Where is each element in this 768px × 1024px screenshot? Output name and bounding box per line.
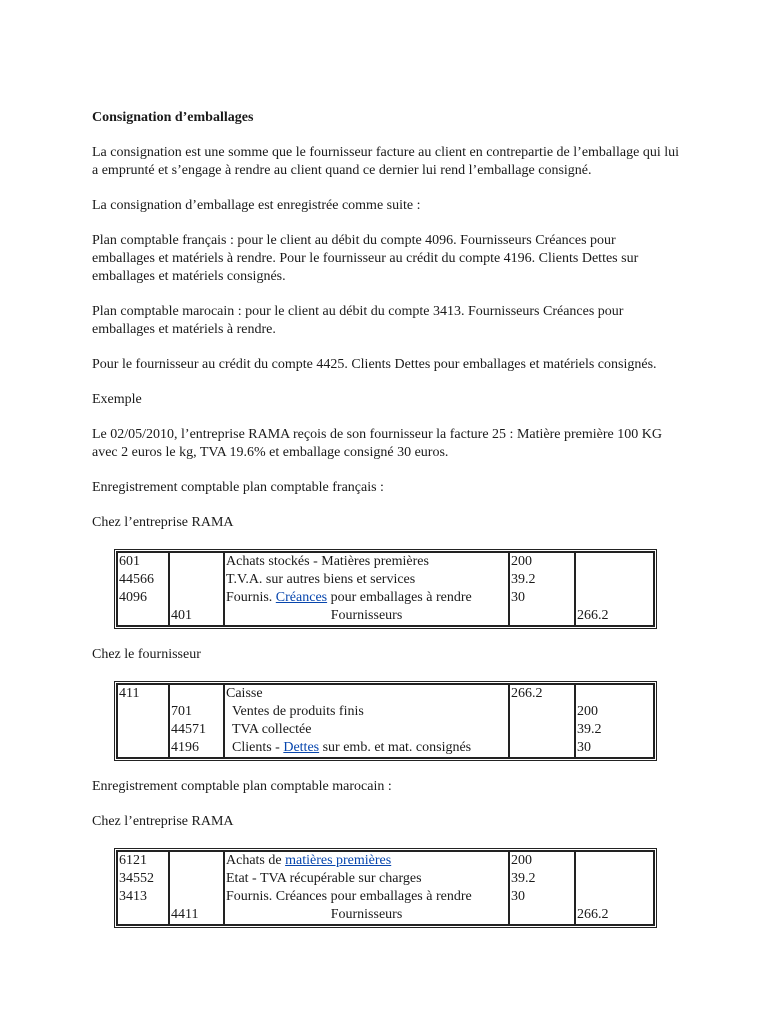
ledger-table-rama-fr bbox=[114, 549, 657, 629]
description-line: T.V.A. sur autres biens et services bbox=[226, 572, 416, 587]
description-cell bbox=[224, 684, 509, 758]
paragraph-definition: La consignation est une somme que le fournisseur facture au client en contrepartie de l’emballage qui lui a emprunté et s’engage à rendre au client quand ce dernier lui rend l’emballage consigné. bbox=[92, 145, 680, 178]
description-line: Achats stockés - Matières premières bbox=[226, 554, 429, 569]
amount: 30 bbox=[577, 740, 591, 755]
amount: 39.2 bbox=[511, 871, 536, 886]
account-number: 6121 bbox=[119, 853, 147, 868]
description-cell bbox=[224, 552, 509, 626]
label-plan-marocain: Enregistrement comptable plan comptable marocain : bbox=[92, 779, 392, 794]
table-row bbox=[117, 851, 654, 925]
description-line: Fournisseurs bbox=[330, 608, 403, 623]
description-line: Fournis. Créances pour emballages à rendre bbox=[226, 590, 472, 605]
description-line: Clients - Dettes sur emb. et mat. consignés bbox=[232, 740, 472, 755]
debit-accounts-cell bbox=[117, 552, 169, 626]
paragraph-enregistrement-fr: Enregistrement comptable plan comptable français : bbox=[92, 480, 384, 495]
amount: 30 bbox=[511, 590, 525, 605]
credit-amounts-cell bbox=[575, 684, 654, 758]
debit-amounts-cell bbox=[509, 684, 575, 758]
paragraph-exemple: Exemple bbox=[92, 392, 142, 407]
account-number: 601 bbox=[119, 554, 140, 569]
amount: 200 bbox=[511, 853, 532, 868]
paragraph-plan-francais: Plan comptable français : pour le client au débit du compte 4096. Fournisseurs Créances pour emballages et matériels à rendre. Pour le fournisseur au crédit du compte 4196. Clients Dettes sur emballages et matériels consignés. bbox=[92, 233, 639, 284]
description-cell bbox=[224, 851, 509, 925]
account-number: 411 bbox=[119, 686, 140, 701]
credit-accounts-cell bbox=[169, 851, 224, 925]
debit-amounts-cell bbox=[509, 851, 575, 925]
account-number: 3413 bbox=[119, 889, 147, 904]
description-line: Achats de matières premières bbox=[226, 853, 392, 868]
credit-amounts-cell bbox=[575, 552, 654, 626]
credit-accounts-cell bbox=[169, 552, 224, 626]
amount: 39.2 bbox=[577, 722, 602, 737]
account-number: 4096 bbox=[119, 590, 147, 605]
credit-accounts-cell bbox=[169, 684, 224, 758]
dettes-link[interactable]: Dettes bbox=[283, 740, 320, 755]
description-line: Caisse bbox=[226, 686, 263, 701]
debit-accounts-cell bbox=[117, 684, 169, 758]
table-row bbox=[117, 684, 654, 758]
account-number: 4411 bbox=[171, 907, 199, 922]
paragraph-intro: La consignation d’emballage est enregistrée comme suite : bbox=[92, 198, 421, 213]
matieres-premieres-link[interactable]: matières premières bbox=[285, 853, 392, 868]
account-number: 44571 bbox=[171, 722, 206, 737]
table-row bbox=[117, 552, 654, 626]
amount: 200 bbox=[577, 704, 598, 719]
account-number: 701 bbox=[171, 704, 192, 719]
page-title: Consignation d’emballages bbox=[92, 110, 254, 125]
account-number: 44566 bbox=[119, 572, 154, 587]
label-rama-ma: Chez l’entreprise RAMA bbox=[92, 814, 234, 829]
document-content bbox=[92, 109, 682, 945]
description-line: Ventes de produits finis bbox=[232, 704, 364, 719]
description-line: TVA collectée bbox=[232, 722, 312, 737]
debit-amounts-cell bbox=[509, 552, 575, 626]
ledger-table-fournisseur bbox=[114, 681, 657, 761]
label-fournisseur: Chez le fournisseur bbox=[92, 647, 201, 662]
debit-accounts-cell bbox=[117, 851, 169, 925]
paragraph-plan-marocain: Plan comptable marocain : pour le client au débit du compte 3413. Fournisseurs Créances pour emballages et matériels à rendre. bbox=[92, 304, 624, 337]
description-line: Etat - TVA récupérable sur charges bbox=[226, 871, 422, 886]
amount: 266.2 bbox=[577, 907, 609, 922]
amount: 266.2 bbox=[577, 608, 609, 623]
paragraph-fournisseur: Pour le fournisseur au crédit du compte 4425. Clients Dettes pour emballages et matériels consignés. bbox=[92, 357, 657, 372]
credit-amounts-cell bbox=[575, 851, 654, 925]
amount: 266.2 bbox=[511, 686, 543, 701]
amount: 30 bbox=[511, 889, 525, 904]
description-line: Fournisseurs bbox=[330, 907, 403, 922]
label-rama-fr: Chez l’entreprise RAMA bbox=[92, 515, 234, 530]
account-number: 4196 bbox=[171, 740, 199, 755]
ledger-table-rama-ma bbox=[114, 848, 657, 928]
amount: 39.2 bbox=[511, 572, 536, 587]
account-number: 34552 bbox=[119, 871, 154, 886]
description-line: Fournis. Créances pour emballages à rendre bbox=[226, 889, 472, 904]
creances-link[interactable]: Créances bbox=[275, 590, 328, 605]
paragraph-example-text: Le 02/05/2010, l’entreprise RAMA reçois de son fournisseur la facture 25 : Matière première 100 KG avec 2 euros le kg, TVA 19.6% et emballage consigné 30 euros. bbox=[92, 427, 662, 460]
account-number: 401 bbox=[171, 608, 192, 623]
amount: 200 bbox=[511, 554, 532, 569]
